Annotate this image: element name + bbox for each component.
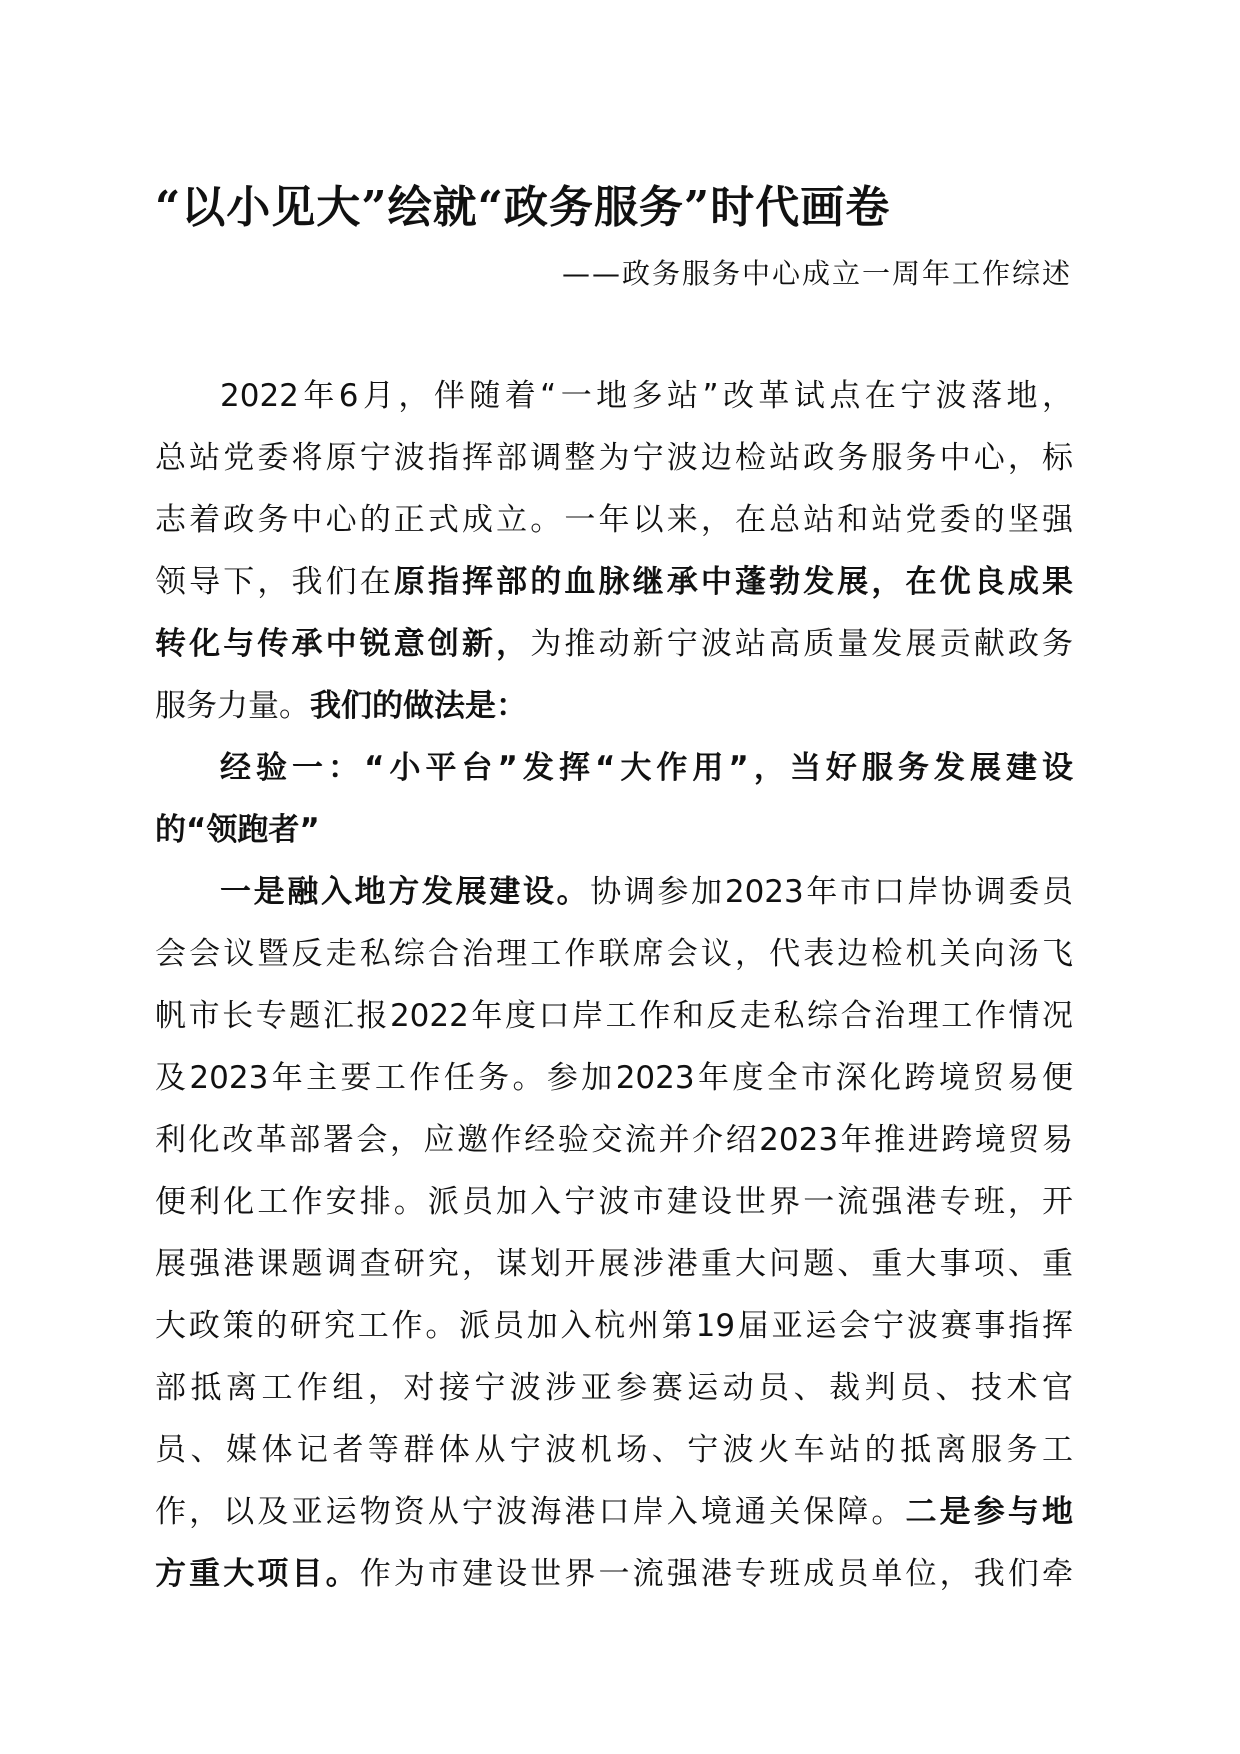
body-line [155, 675, 1073, 737]
body-line [155, 1295, 1073, 1357]
body-line [155, 1543, 1073, 1605]
text-segment: 利化改革部署会，应邀作经验交流并介绍2023年推进跨境贸易 [155, 1122, 1073, 1158]
text-segment: 志着政务中心的正式成立。一年以来，在总站和站党委的坚强 [155, 502, 1073, 538]
bold-text-segment: 我们的做法是： [310, 688, 527, 724]
text-segment: 作为市建设世界一流强港专班成员单位，我们牵 [359, 1556, 1074, 1592]
body-line [155, 1481, 1073, 1543]
bold-text-segment: 一是融入地方发展建设。 [220, 874, 591, 910]
body-line [155, 1171, 1073, 1233]
text-segment: 大政策的研究工作。派员加入杭州第19届亚运会宁波赛事指挥 [155, 1308, 1073, 1344]
body-line [155, 1047, 1073, 1109]
body-line [155, 1419, 1073, 1481]
body-line [155, 799, 1073, 861]
bold-text-segment: 原指挥部的血脉继承中蓬勃发展，在优良成果 [393, 564, 1074, 600]
body-line [155, 737, 1073, 799]
document-subtitle: ——政务服务中心成立一周年工作综述 [561, 257, 1072, 290]
text-segment: 及2023年主要工作任务。参加2023年度全市深化跨境贸易便 [155, 1060, 1073, 1096]
body-line [155, 489, 1073, 551]
text-segment: 领导下，我们在 [155, 564, 394, 600]
body-line [155, 861, 1073, 923]
body-line [155, 923, 1073, 985]
text-segment: 展强港课题调查研究，谋划开展涉港重大问题、重大事项、重 [155, 1246, 1073, 1282]
text-segment: 员、媒体记者等群体从宁波机场、宁波火车站的抵离服务工 [155, 1432, 1073, 1468]
body-line [155, 551, 1073, 613]
text-segment: 总站党委将原宁波指挥部调整为宁波边检站政务服务中心，标 [155, 440, 1073, 476]
text-segment: 作，以及亚运物资从宁波海港口岸入境通关保障。 [155, 1494, 906, 1530]
bold-text-segment: 转化与传承中锐意创新， [155, 626, 531, 662]
document-title: “以小见大”绘就“政务服务”时代画卷 [155, 182, 891, 233]
body-line [155, 365, 1073, 427]
document-body [155, 365, 1073, 1605]
text-segment: 服务力量。 [155, 688, 310, 724]
body-line [155, 613, 1073, 675]
text-segment: 便利化工作安排。派员加入宁波市建设世界一流强港专班，开 [155, 1184, 1073, 1220]
text-segment: 为推动新宁波站高质量发展贡献政务 [530, 626, 1074, 662]
text-segment: 部抵离工作组，对接宁波涉亚参赛运动员、裁判员、技术官 [155, 1370, 1073, 1406]
body-line [155, 1109, 1073, 1171]
text-segment: 帆市长专题汇报2022年度口岸工作和反走私综合治理工作情况 [155, 998, 1073, 1034]
body-line [155, 427, 1073, 489]
body-line [155, 985, 1073, 1047]
bold-text-segment: 经验一：“小平台”发挥“大作用”，当好服务发展建设 [220, 750, 1073, 786]
body-line [155, 1357, 1073, 1419]
bold-text-segment: 的“领跑者” [155, 812, 320, 848]
text-segment: 2022年6月，伴随着“一地多站”改革试点在宁波落地， [220, 378, 1073, 414]
body-line [155, 1233, 1073, 1295]
bold-text-segment: 二是参与地 [905, 1494, 1074, 1530]
text-segment: 协调参加2023年市口岸协调委员 [590, 874, 1073, 910]
text-segment: 会会议暨反走私综合治理工作联席会议，代表边检机关向汤飞 [155, 936, 1073, 972]
bold-text-segment: 方重大项目。 [155, 1556, 360, 1592]
